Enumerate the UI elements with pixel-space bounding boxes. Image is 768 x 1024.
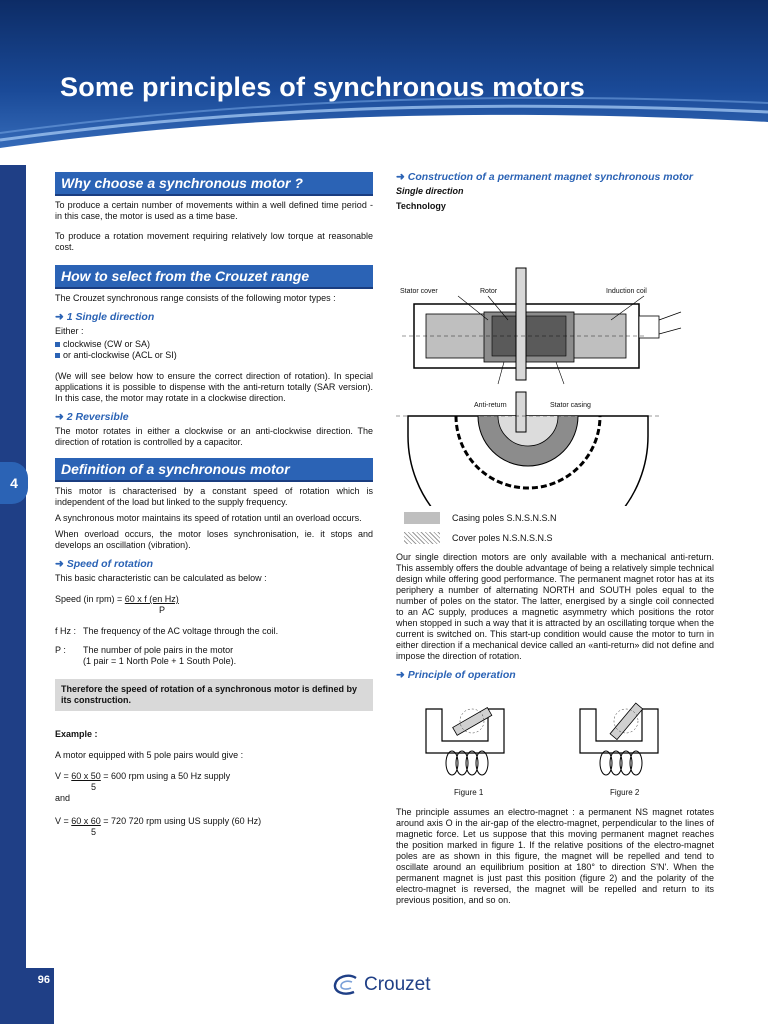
subheading-principle: ➜ Principle of operation xyxy=(396,669,516,681)
subheading-speed-of-rotation: ➜ Speed of rotation xyxy=(55,558,154,570)
heading-how-to-select: How to select from the Crouzet range xyxy=(55,265,373,289)
example-equation-2-den: 5 xyxy=(91,827,97,837)
page-number-box xyxy=(0,968,54,1024)
example-equation-1-den: 5 xyxy=(91,782,97,792)
subheading-reversible: ➜ 2 Reversible xyxy=(55,411,129,423)
subheading-single-direction: ➜ 1 Single direction xyxy=(55,311,155,323)
definition-paragraph-1: This motor is characterised by a constant speed of rotation which is independent of the load but linked to the supply frequency. xyxy=(55,486,373,507)
either-label: Either : xyxy=(55,326,84,336)
square-bullet-icon xyxy=(55,353,60,358)
motor-construction-diagram xyxy=(396,216,714,506)
label-anti-return: Anti-return xyxy=(474,402,507,409)
direction-note: (We will see below how to ensure the correct direction of rotation). In special applications it is possible to dispense with the anti-return totally (SAR version). In this case, the motor may rotate in a clockwise direction. xyxy=(55,371,373,403)
figure-1-caption: Figure 1 xyxy=(454,788,484,797)
left-margin-bar xyxy=(0,165,26,1024)
definition-paragraph-2: A synchronous motor maintains its speed of rotation until an overload occurs. xyxy=(55,513,362,523)
legend-casing-poles: Casing poles S.N.S.N.S.N xyxy=(404,512,714,524)
chapter-tab[interactable]: 4 xyxy=(0,462,28,504)
example-equation-2: V = 60 x 60 = 720 720 rpm using US supply (60 Hz) xyxy=(55,816,262,826)
motor-cross-section-svg xyxy=(396,216,714,506)
principle-figures xyxy=(396,691,714,799)
label-stator-casing: Stator casing xyxy=(550,402,591,409)
speed-formula-denominator: P xyxy=(159,605,166,615)
select-intro: The Crouzet synchronous range consists of the following motor types : xyxy=(55,293,336,303)
brand-name: Crouzet xyxy=(364,974,431,995)
speed-intro: This basic characteristic can be calculated as below : xyxy=(55,573,267,583)
p-definition: P : The number of pole pairs in the motor (1 pair = 1 North Pole + 1 South Pole). xyxy=(55,645,237,666)
heading-why-choose: Why choose a synchronous motor ? xyxy=(55,172,373,196)
arrow-right-icon: ➜ xyxy=(396,171,405,183)
crouzet-swirl-icon xyxy=(332,974,360,996)
subheading-construction: ➜ Construction of a permanent magnet synchronous motor xyxy=(396,171,694,183)
reversible-text: The motor rotates in either a clockwise or an anti-clockwise direction. The direction of rotation is controlled by a capacitor. xyxy=(55,426,373,447)
why-paragraph-1: To produce a certain number of movements within a well defined time period - in this case, the motor is used as a time base. xyxy=(55,200,373,221)
crouzet-logo[interactable] xyxy=(332,974,431,996)
label-induction-coil: Induction coil xyxy=(606,288,647,295)
arrow-right-icon: ➜ xyxy=(55,558,64,570)
legend-swatch-dotted xyxy=(404,532,440,544)
square-bullet-icon xyxy=(55,342,60,347)
bullet-anticlockwise: or anti-clockwise (ACL or SI) xyxy=(55,350,373,361)
example-label: Example : xyxy=(55,729,98,739)
definition-paragraph-3: When overload occurs, the motor loses synchronisation, ie. it stops and develops an oscillation (vibration). xyxy=(55,529,373,550)
technology-label: Technology xyxy=(396,201,446,211)
left-column xyxy=(55,172,373,838)
electromagnet-figures-svg xyxy=(396,691,714,799)
legend-swatch-grey xyxy=(404,512,440,524)
and-label: and xyxy=(55,793,71,803)
speed-note-box: Therefore the speed of rotation of a synchronous motor is defined by its construction. xyxy=(55,679,373,711)
label-rotor: Rotor xyxy=(480,288,498,295)
arrow-right-icon: ➜ xyxy=(396,669,405,681)
fhz-definition: f Hz : The frequency of the AC voltage through the coil. xyxy=(55,626,279,636)
label-stator-cover: Stator cover xyxy=(400,288,438,295)
example-equation-1: V = 60 x 50 = 600 rpm using a 50 Hz supply xyxy=(55,771,231,781)
single-direction-label: Single direction xyxy=(396,186,464,196)
page-header xyxy=(0,0,768,165)
why-paragraph-2: To produce a rotation movement requiring relatively low torque at reasonable cost. xyxy=(55,231,373,252)
principle-text: The principle assumes an electro-magnet : a permanent NS magnet rotates around axis O in the air-gap of the electro-magnet, perpendicular to the lines of magnetic force. Let us suppose that this moving permanent magnet reaches the position marked in figure 1. If the relative positions of the electro-magnet poles are as shown in this figure, the magnet will be repelled and tend to oscillate around an equilibrium position at 180° to direction S'N'. When the permanent magnet is just past this position (figure 2) and the polarity of the electro-magnet is reversed, the magnet will be repelled and return to its previous position, and so on. xyxy=(396,807,714,905)
legend-cover-poles: Cover poles N.S.N.S.N.S xyxy=(404,532,714,544)
speed-formula: Speed (in rpm) = 60 x f (en Hz) xyxy=(55,594,179,604)
arrow-right-icon: ➜ xyxy=(55,311,64,323)
page-title: Some principles of synchronous motors xyxy=(60,72,585,102)
example-intro: A motor equipped with 5 pole pairs would give : xyxy=(55,750,244,760)
arrow-right-icon: ➜ xyxy=(55,411,64,423)
figure-2-caption: Figure 2 xyxy=(610,788,640,797)
right-column xyxy=(396,172,714,915)
page-number: 96 xyxy=(37,974,50,986)
construction-body: Our single direction motors are only available with a mechanical anti-return. This assembly offers the double advantage of being a relatively simple technical design while offering good performance. The permanent magnet rotor has at its periphery a number of alternating NORTH and SOUTH poles equal to the number of poles on the stator. The latter, energised by a single coil connected to an AC supply, produces a magnetic asymmetry which positions the rotor when stopped in such a way that it is attracted by an oscillating torque when the current is switched on. This start-up condition would cause the motor to turn in either direction if a mechanical device called an «anti-return» did not define and impose the direction of rotation. xyxy=(396,552,715,661)
bullet-clockwise: clockwise (CW or SA) xyxy=(55,339,373,350)
heading-definition: Definition of a synchronous motor xyxy=(55,458,373,482)
